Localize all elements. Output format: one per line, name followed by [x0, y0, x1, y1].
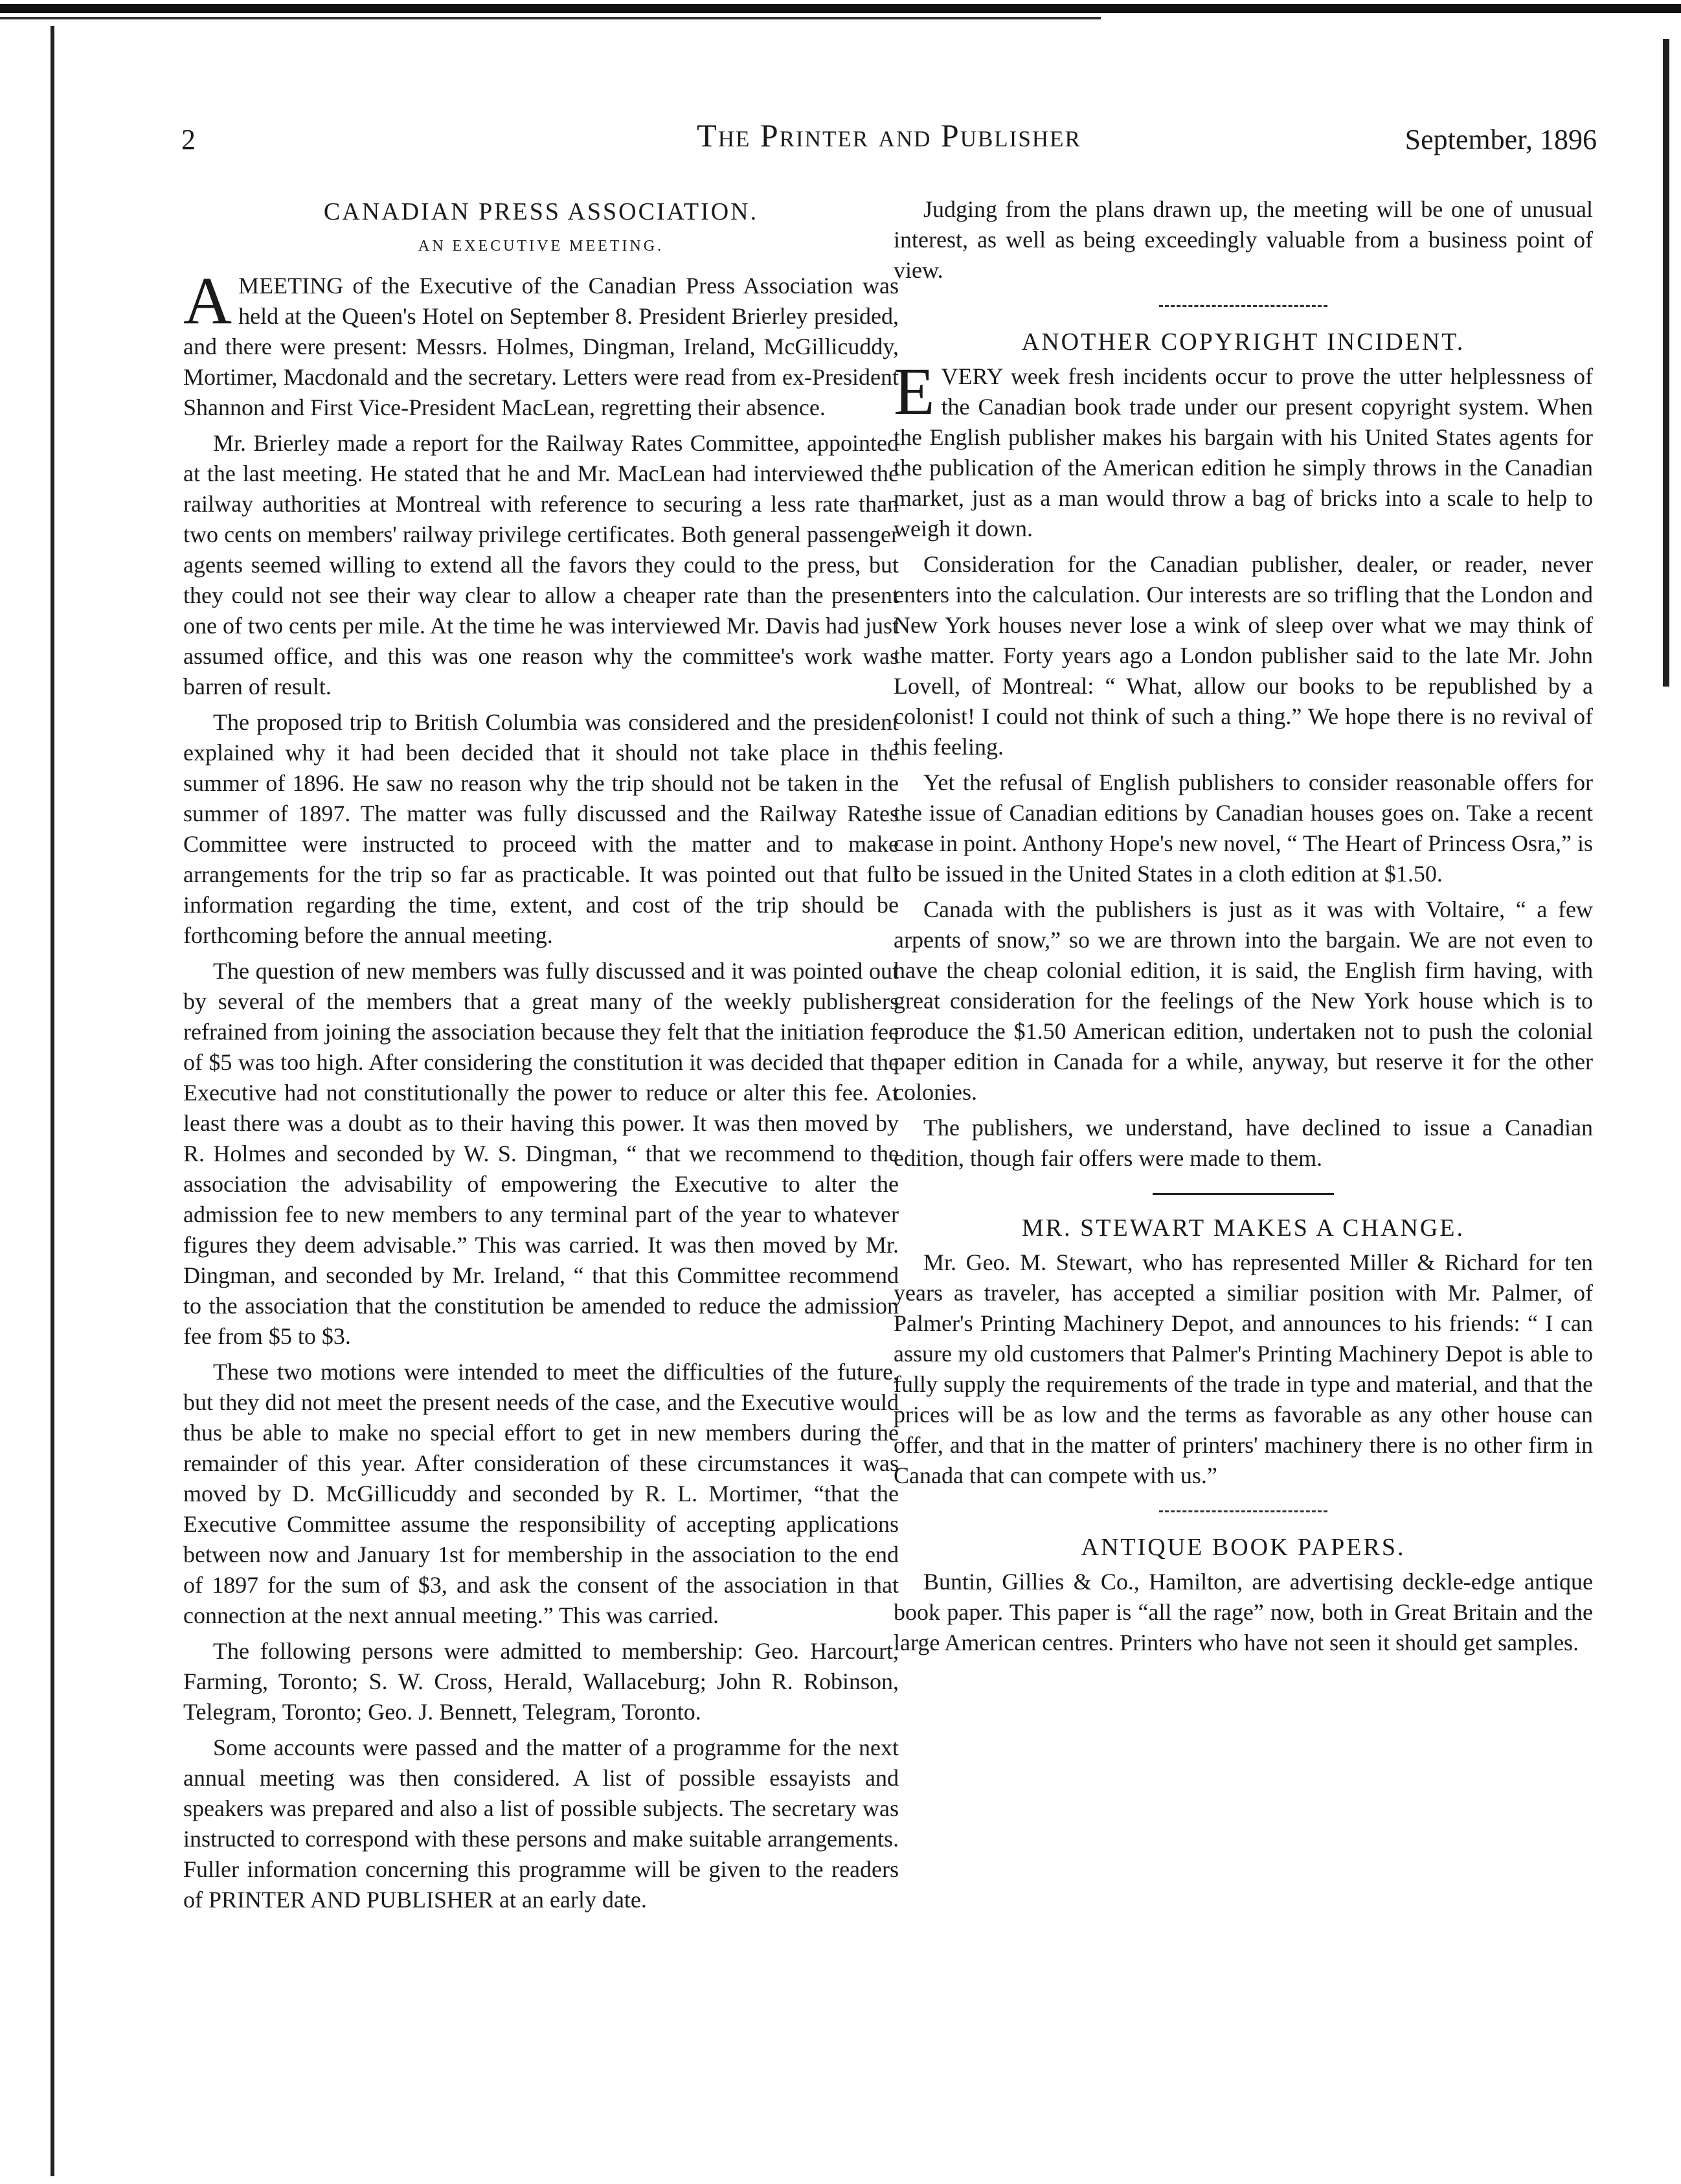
page-number: 2	[181, 124, 196, 155]
cpa-paragraph-2: Mr. Brierley made a report for the Railway Rates Committee, appointed at the last meeting. He stated that he and Mr. MacLean had interviewed the railway authorities at Montreal with reference to securing a less rate than two cents on members' railway privilege certificates. Both general passenger agents seemed willing to extend all the favors they could to the press, but they could not see their way clear to allow a cheaper rate than the present one of two cents per mile. At the time he was interviewed Mr. Davis had just assumed office, and this was one reason why the committee's work was barren of result.	[183, 430, 899, 700]
left-column	[183, 194, 899, 1920]
cpa-paragraph-6: The following persons were admitted to membership: Geo. Harcourt, Farming, Toronto; S. W. Cross, Herald, Wallaceburg; John R. Robinson, Telegram, Toronto; Geo. J. Bennett, Telegram, Toronto.	[183, 1638, 899, 1725]
cpa-paragraph-1: AMEETING of the Executive of the Canadian Press Association was held at the Queen's Hotel on September 8. President Brierley presided, and there were present: Messrs. Holmes, Dingman, Ireland, McGillicuddy, Mortimer, Macdonald and the secretary. Letters were read from ex-President Shannon and First Vice-President MacLean, regretting their absence.	[183, 264, 899, 420]
article-title-stewart: MR. STEWART MAKES A CHANGE.	[1022, 1214, 1465, 1242]
right-binding-edge	[1663, 39, 1669, 687]
section-divider	[1159, 1510, 1327, 1514]
copyright-paragraph-2: Consideration for the Canadian publisher, dealer, or reader, never enters into the calculation. Our interests are so trifling that the London and New York houses never lose a wink of sleep over what we may think of the matter. Forty years ago a London publisher said to the late Mr. John Lovell, of Montreal: “ What, allow our books to be republished by a colonist! I could not think of such a thing.” We hope there is no revival of this feeling.	[894, 551, 1593, 760]
page-header	[181, 117, 1597, 162]
drop-cap: A	[183, 264, 232, 338]
top-border-line-secondary	[0, 17, 1101, 19]
stewart-paragraph-1: Mr. Geo. M. Stewart, who has represented Miller & Richard for ten years as traveler, has accepted a similiar position with Mr. Palmer, of Palmer's Printing Machinery Depot, and announces to his friends: “ I can assure my old customers that Palmer's Printing Machinery Depot is able to fully supply the requirements of the trade in type and material, and that the prices will be as low and the terms as favorable as any other house can offer, and that in the matter of printers' machinery there is no other firm in Canada that can compete with us.”	[894, 1249, 1593, 1488]
cpa-paragraph-5: These two motions were intended to meet the difficulties of the future, but they did not meet the present needs of the case, and the Executive would thus be able to make no special effort to get in new members during the remainder of this year. After consideration of these circumstances it was moved by D. McGillicuddy and seconded by R. L. Mortimer, “that the Executive Committee assume the responsibility of accepting applications between now and January 1st for membership in the association to the end of 1897 for the sum of $3, and ask the consent of the association in that connection at the next annual meeting.” This was carried.	[183, 1359, 899, 1628]
running-title: The Printer and Publisher	[697, 117, 1081, 154]
copyright-paragraph-1: EVERY week fresh incidents occur to prove the utter helplessness of the Canadian book trade under our present copyright system. When the English publisher makes his bargain with his United States agents for the publication of the American edition he simply throws in the Canadian market, just as a man would throw a bag of bricks into a scale to help to weigh it down.	[894, 354, 1593, 541]
cpa-paragraph-4: The question of new members was fully discussed and it was pointed out by several of the members that a great many of the weekly publishers refrained from joining the association because they felt that the initiation fee of $5 was too high. After considering the constitution it was decided that the Executive had not constitutionally the power to reduce or alter this fee. At least there was a doubt as to their having this power. It was then moved by R. Holmes and seconded by W. S. Dingman, “ that we recommend to the association the advisability of empowering the Executive to alter the admission fee to new members to any terminal part of the year to whatever figures they deem advisable.” This was carried. It was then moved by Mr. Dingman, and seconded by Mr. Ireland, “ that this Committee recommend to the association that the constitution be amended to reduce the admission fee from $5 to $3.	[183, 958, 899, 1349]
cpa-paragraph-7: Some accounts were passed and the matter of a programme for the next annual meeting was then considered. A list of possible essayists and speakers was prepared and also a list of possible subjects. The secretary was instructed to correspond with these persons and make suitable arrangements. Fuller information concerning this programme will be given to the readers of PRINTER AND PUBLISHER at an early date.	[183, 1735, 899, 1913]
article-title-cpa: CANADIAN PRESS ASSOCIATION.	[323, 198, 759, 225]
top-border-line	[0, 4, 1681, 13]
article-title-antique: ANTIQUE BOOK PAPERS.	[1081, 1534, 1406, 1561]
copyright-paragraph-4: Canada with the publishers is just as it was with Voltaire, “ a few arpents of snow,” so we are thrown into the bargain. We are not even to have the cheap colonial edition, it is said, the English firm having, with great consideration for the feelings of the New York house which is to produce the $1.50 American edition, undertaken not to push the colonial paper edition in Canada for a while, anyway, but reserve it for the other colonies.	[894, 896, 1593, 1105]
issue-date: September, 1896	[1405, 124, 1597, 155]
copyright-paragraph-3: Yet the refusal of English publishers to consider reasonable offers for the issue of Canadian editions by Canadian houses goes on. Take a recent case in point. Anthony Hope's new novel, “ The Heart of Princess Osra,” is to be issued in the United States in a cloth edition at $1.50.	[894, 769, 1593, 887]
right-column	[894, 194, 1593, 1663]
cpa-paragraph-8: Judging from the plans drawn up, the meeting will be one of unusual interest, as well as being exceedingly valuable from a business point of view.	[894, 196, 1593, 283]
left-binding-edge	[51, 26, 54, 2176]
article-subtitle-cpa: AN EXECUTIVE MEETING.	[418, 238, 664, 255]
copyright-paragraph-5: The publishers, we understand, have declined to issue a Canadian edition, though fair offers were made to them.	[894, 1115, 1593, 1171]
cpa-paragraph-3: The proposed trip to British Columbia was considered and the president explained why it had been decided that it should not take place in the summer of 1896. He saw no reason why the trip should not be taken in the summer of 1897. The matter was fully discussed and the Railway Rates Committee were instructed to proceed with the matter and to make arrangements for the trip so far as practicable. It was pointed out that full information regarding the time, extent, and cost of the trip should be forthcoming before the annual meeting.	[183, 709, 899, 948]
section-divider	[1153, 1193, 1334, 1195]
article-title-copyright: ANOTHER COPYRIGHT INCIDENT.	[1021, 328, 1465, 356]
antique-paragraph-1: Buntin, Gillies & Co., Hamilton, are advertising deckle-edge antique book paper. This paper is “all the rage” now, both in Great Britain and the large American centres. Printers who have not seen it should get samples.	[894, 1569, 1593, 1655]
drop-cap: E	[894, 354, 935, 429]
section-divider	[1159, 305, 1327, 309]
